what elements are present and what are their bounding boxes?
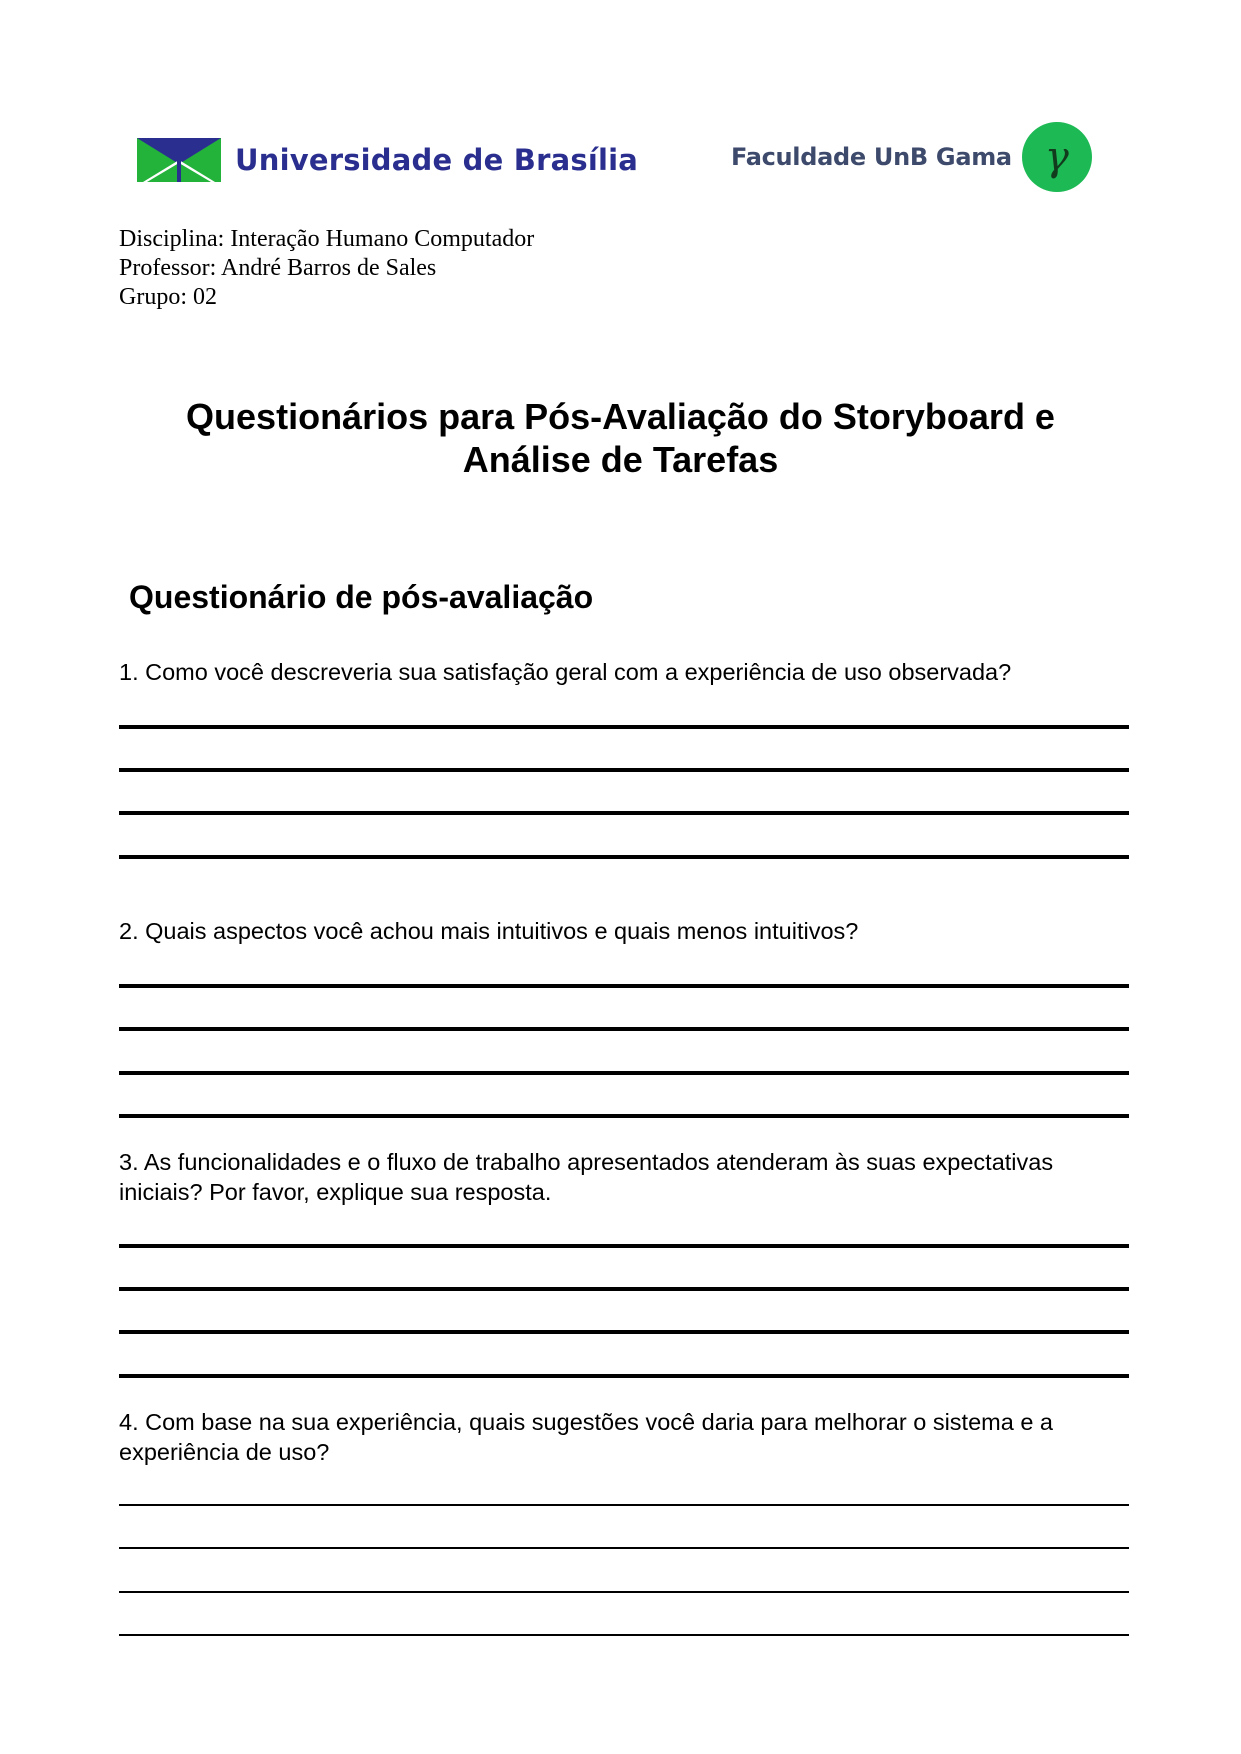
page-title-line-1: Questionários para Pós-Avaliação do Storyboard e <box>186 396 1055 437</box>
question-2: 2. Quais aspectos você achou mais intuitivos e quais menos intuitivos? <box>119 918 859 944</box>
answer-line-3-1[interactable] <box>119 1244 1129 1248</box>
unb-flag-icon <box>137 138 221 182</box>
group-label: Grupo: 02 <box>119 284 217 310</box>
question-4: 4. Com base na sua experiência, quais sugestões você daria para melhorar o sistema e a experiência de uso? <box>119 1409 1053 1465</box>
answer-line-4-3[interactable] <box>119 1591 1129 1593</box>
answer-line-2-2[interactable] <box>119 1027 1129 1031</box>
answer-line-2-1[interactable] <box>119 984 1129 988</box>
answer-line-3-3[interactable] <box>119 1330 1129 1334</box>
fga-logo-text: Faculdade UnB Gama <box>731 143 1012 171</box>
section-title: Questionário de pós-avaliação <box>129 579 594 615</box>
answer-line-1-1[interactable] <box>119 725 1129 729</box>
answer-line-1-4[interactable] <box>119 855 1129 859</box>
answer-line-1-2[interactable] <box>119 768 1129 772</box>
answer-line-4-2[interactable] <box>119 1547 1129 1549</box>
professor-label: Professor: André Barros de Sales <box>119 255 437 281</box>
question-1: 1. Como você descreveria sua satisfação geral com a experiência de uso observada? <box>119 659 1012 685</box>
course-info <box>119 225 534 312</box>
answer-line-2-4[interactable] <box>119 1114 1129 1118</box>
answer-line-4-4[interactable] <box>119 1634 1129 1636</box>
answer-line-3-4[interactable] <box>119 1374 1129 1378</box>
unb-logo-text: Universidade de Brasília <box>235 143 639 177</box>
answer-line-1-3[interactable] <box>119 811 1129 815</box>
page-title <box>100 395 1141 481</box>
answer-line-4-1[interactable] <box>119 1504 1129 1506</box>
gamma-icon: γ <box>1022 122 1092 192</box>
discipline-label: Disciplina: Interação Humano Computador <box>119 226 535 252</box>
fga-logo <box>731 122 1092 192</box>
page-title-line-2: Análise de Tarefas <box>462 439 779 480</box>
answer-line-2-3[interactable] <box>119 1071 1129 1075</box>
answer-line-3-2[interactable] <box>119 1287 1129 1291</box>
question-3: 3. As funcionalidades e o fluxo de trabalho apresentados atenderam às suas expectativas iniciais? Por favor, explique sua resposta. <box>119 1149 1054 1205</box>
unb-logo <box>137 135 638 185</box>
